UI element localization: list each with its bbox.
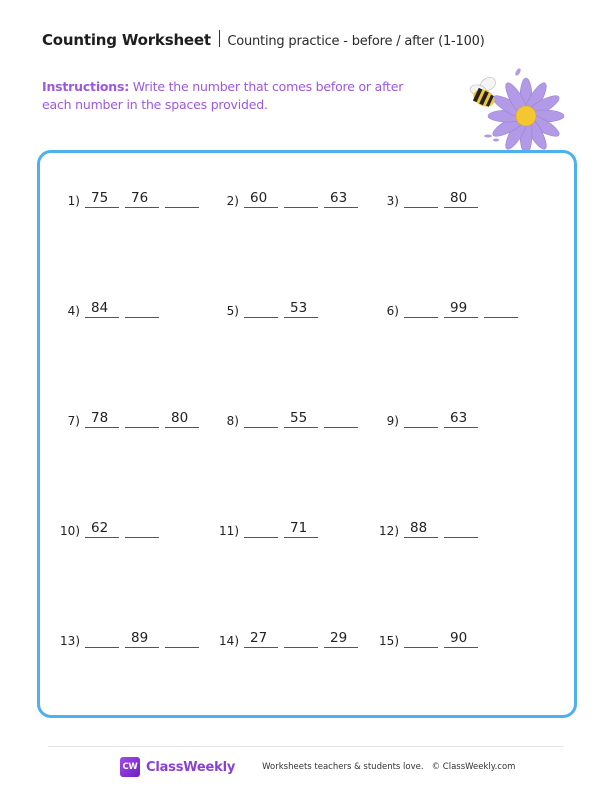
answer-blank[interactable] — [85, 626, 119, 648]
answer-blank[interactable] — [324, 406, 358, 428]
problem-number: 4) — [67, 304, 80, 318]
blank-value: 63 — [330, 190, 348, 206]
problem-number: 14) — [219, 634, 239, 648]
answer-blank[interactable] — [404, 186, 438, 208]
problem-item — [374, 294, 524, 318]
worksheet-subtitle: Counting practice - before / after (1-100) — [227, 34, 485, 49]
given-number — [444, 186, 478, 208]
given-number — [404, 516, 438, 538]
answer-blank[interactable] — [244, 516, 278, 538]
footer-tagline: Worksheets teachers & students love. — [262, 762, 424, 772]
blank-value: 88 — [410, 520, 428, 536]
flower-icon — [484, 68, 564, 150]
blank-value: 60 — [250, 190, 268, 206]
blank-value: 62 — [91, 520, 109, 536]
answer-blank[interactable] — [404, 626, 438, 648]
blank-value: 29 — [330, 630, 348, 646]
blank-value: 55 — [290, 410, 308, 426]
problem-item — [214, 184, 364, 208]
problem-number: 15) — [379, 634, 399, 648]
problem-number: 3) — [386, 194, 399, 208]
given-number — [444, 296, 478, 318]
problem-number: 10) — [60, 524, 80, 538]
blank-value: 78 — [91, 410, 109, 426]
given-number — [444, 406, 478, 428]
answer-blank[interactable] — [244, 406, 278, 428]
problem-item — [214, 514, 324, 538]
given-number — [85, 406, 119, 428]
given-number — [85, 296, 119, 318]
problem-item — [55, 404, 205, 428]
answer-blank[interactable] — [125, 516, 159, 538]
worksheet-title: Counting Worksheet — [42, 31, 211, 49]
blank-value: 80 — [450, 190, 468, 206]
answer-blank[interactable] — [404, 406, 438, 428]
problem-number: 13) — [60, 634, 80, 648]
answer-blank[interactable] — [125, 296, 159, 318]
answer-blank[interactable] — [125, 406, 159, 428]
problem-number: 2) — [226, 194, 239, 208]
problem-item — [374, 404, 484, 428]
problem-number: 11) — [219, 524, 239, 538]
blank-value: 71 — [290, 520, 308, 536]
problem-item — [55, 184, 205, 208]
answer-blank[interactable] — [284, 186, 318, 208]
problem-number: 1) — [67, 194, 80, 208]
problem-number: 12) — [379, 524, 399, 538]
blank-value: 76 — [131, 190, 149, 206]
problem-item — [55, 294, 165, 318]
answer-blank[interactable] — [284, 626, 318, 648]
given-number — [165, 406, 199, 428]
given-number — [444, 626, 478, 648]
given-number — [324, 626, 358, 648]
blank-value: 75 — [91, 190, 109, 206]
problem-number: 7) — [67, 414, 80, 428]
problem-item — [374, 514, 484, 538]
problem-item — [374, 624, 484, 648]
answer-blank[interactable] — [404, 296, 438, 318]
given-number — [284, 296, 318, 318]
instructions-text: Write the number that comes before or after each number in the spaces provided. — [42, 79, 404, 112]
problem-item — [374, 184, 484, 208]
answer-blank[interactable] — [484, 296, 518, 318]
instructions-label: Instructions: — [42, 79, 130, 94]
blank-value: 89 — [131, 630, 149, 646]
brand-name: ClassWeekly — [146, 759, 236, 775]
instructions — [42, 78, 422, 114]
title-separator — [219, 30, 221, 47]
problem-item — [55, 514, 165, 538]
problem-number: 9) — [386, 414, 399, 428]
blank-value: 90 — [450, 630, 468, 646]
given-number — [244, 186, 278, 208]
footer — [120, 757, 515, 777]
given-number — [125, 626, 159, 648]
problem-number: 8) — [226, 414, 239, 428]
problem-number: 5) — [226, 304, 239, 318]
blank-value: 63 — [450, 410, 468, 426]
blank-value: 99 — [450, 300, 468, 316]
problem-number: 6) — [386, 304, 399, 318]
worksheet-header — [42, 28, 485, 49]
problem-item — [214, 294, 324, 318]
problem-item — [55, 624, 205, 648]
given-number — [284, 516, 318, 538]
bee-icon — [469, 75, 498, 110]
given-number — [85, 186, 119, 208]
blank-value: 80 — [171, 410, 189, 426]
given-number — [324, 186, 358, 208]
answer-blank[interactable] — [165, 626, 199, 648]
problem-item — [214, 404, 364, 428]
footer-copyright: © ClassWeekly.com — [431, 762, 516, 772]
answer-blank[interactable] — [244, 296, 278, 318]
footer-divider — [48, 746, 564, 747]
given-number — [85, 516, 119, 538]
classweekly-logo-icon: CW — [120, 757, 140, 777]
given-number — [284, 406, 318, 428]
blank-value: 27 — [250, 630, 268, 646]
given-number — [125, 186, 159, 208]
answer-blank[interactable] — [165, 186, 199, 208]
bee-flower-illustration — [460, 64, 570, 150]
answer-blank[interactable] — [444, 516, 478, 538]
given-number — [244, 626, 278, 648]
blank-value: 84 — [91, 300, 109, 316]
problem-item — [214, 624, 364, 648]
blank-value: 53 — [290, 300, 308, 316]
